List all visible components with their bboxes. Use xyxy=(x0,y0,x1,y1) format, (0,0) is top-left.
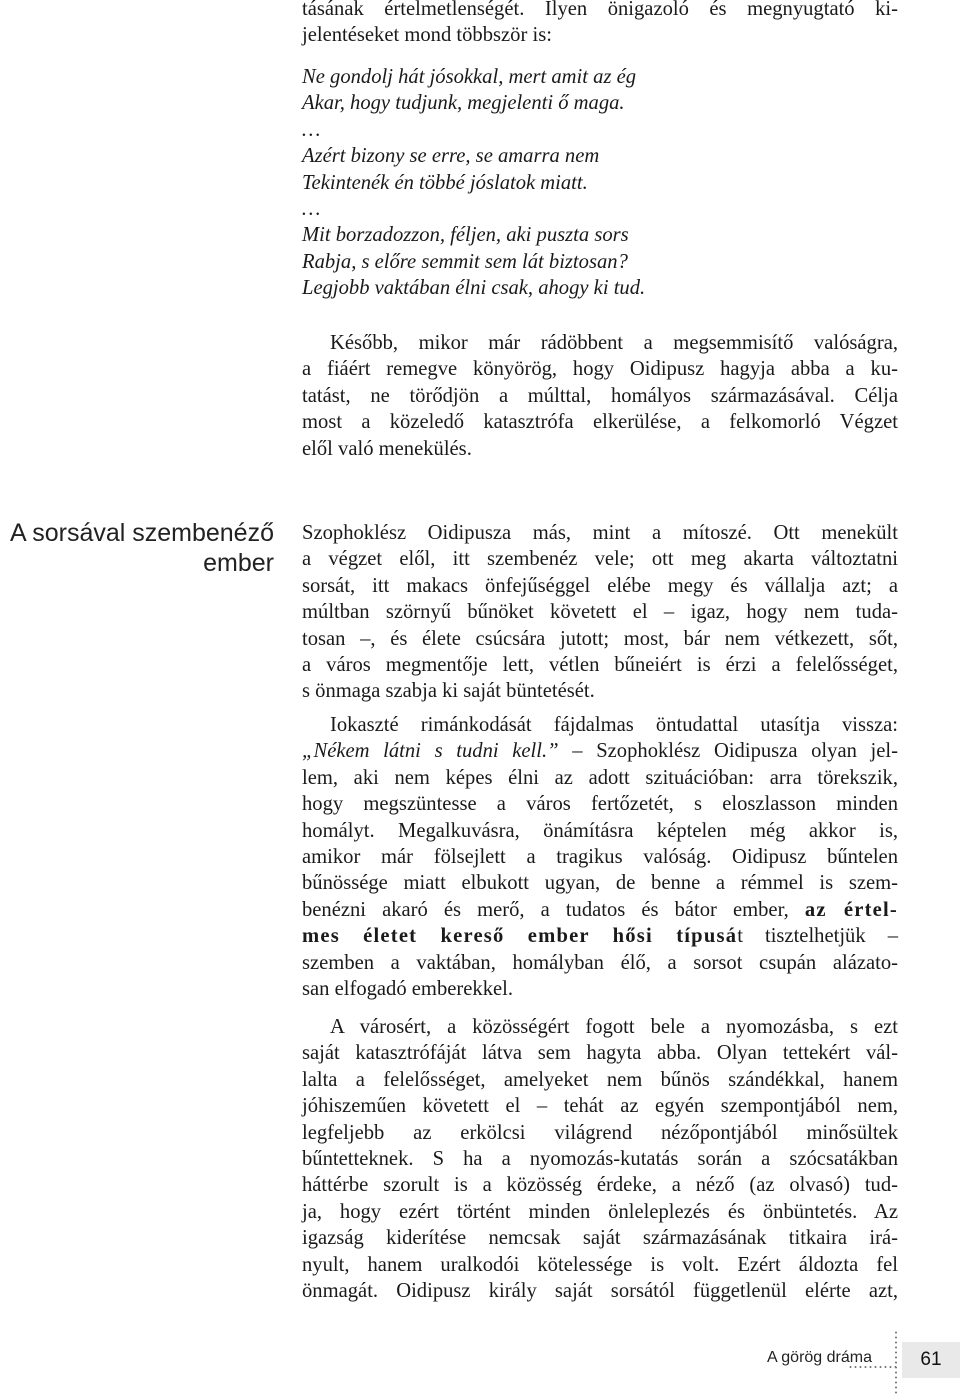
verse-line: Mit borzadozzon, féljen, aki puszta sors xyxy=(302,224,629,247)
text-line: tosan –, és élete csúcsára jutott; most, bár nem vétkezett, sőt, xyxy=(302,627,898,650)
text-fragment: t tisztelhetjük – xyxy=(737,925,898,948)
text-line: san elfogadó emberekkel. xyxy=(302,978,513,1001)
text-line: tásának értelmetlenségét. Ilyen önigazoló és megnyugtató ki- xyxy=(302,0,898,20)
page-number: 61 xyxy=(902,1342,960,1378)
text-line: ja, hogy ezért történt minden önleleplezés és önbüntetés. Az xyxy=(302,1200,898,1223)
text-line: nyult, hanem uralkodói kötelessége is volt. Ezért áldozta fel xyxy=(302,1253,898,1276)
quote-text: „Nékem látni s tudni kell.” xyxy=(302,740,559,763)
text-line: Iokaszté rimánkodását fájdalmas öntudattal utasítja vissza: xyxy=(330,714,898,736)
text-line: önmagát. Oidipusz király saját sorsától függetlenül elérte azt, xyxy=(302,1280,898,1303)
text-line xyxy=(302,923,898,949)
text-line: A városért, a közösségért fogott bele a nyomozásba, s ezt xyxy=(330,1016,898,1038)
verse-line: Tekintenék én többé jóslatok miatt. xyxy=(302,171,588,194)
verse-line: … xyxy=(302,118,321,141)
text-line: most a közeledő katasztrófa elkerülése, a felkomorló Végzet xyxy=(302,411,898,434)
margin-heading xyxy=(0,518,274,578)
text-line: háttérbe szorult is a közösség érdeke, a néző (az olvasó) tud- xyxy=(302,1174,898,1197)
text-line: sorsát, itt makacs önfejűséggel elébe megy és vállalja azt; a xyxy=(302,574,898,597)
paragraph-varosert xyxy=(302,1014,898,1304)
text-line xyxy=(302,738,898,764)
text-line: elől való menekülés. xyxy=(302,437,472,460)
paragraph-iokaszte xyxy=(302,712,898,1002)
text-line: Később, mikor már rádöbbent a megsemmisítő valóságra, xyxy=(330,332,898,354)
verse-line: Ne gondolj hát jósokkal, mert amit az ég xyxy=(302,66,637,88)
text-line: a végzet elől, itt szembenéz vele; ott meg akarta változtatni xyxy=(302,548,898,571)
running-footer-section: A görög dráma xyxy=(767,1349,872,1366)
verse-line: … xyxy=(302,198,321,221)
text-fragment: benézni akaró és merő, a tudatos és bátor ember, xyxy=(302,898,805,921)
text-line: jelentéseket mond többször is: xyxy=(302,24,552,47)
text-line xyxy=(302,897,898,923)
text-line: saját katasztrófáját látva sem hagyta abba. Olyan tettekért vál- xyxy=(302,1042,898,1065)
text-line: tatást, ne törődjön a múlttal, homályos származásával. Célja xyxy=(302,384,898,407)
text-line: s önmaga szabja ki saját büntetését. xyxy=(302,680,595,703)
text-line: a fiáért remegve könyörög, hogy Oidipusz hagyja abba a ku- xyxy=(302,358,898,381)
text-line: igazság kiderítése nemcsak saját származásának titkaira irá- xyxy=(302,1227,898,1250)
text-line: homályt. Megalkuvásra, önámításra képtelen még akkor is, xyxy=(302,819,898,842)
text-line: lalta a felelősséget, amelyeket nem bűnös szándékkal, hanem xyxy=(302,1068,898,1091)
verse-line: Azért bizony se erre, se amarra nem xyxy=(302,145,600,168)
verse-line: Rabja, s előre semmit sem lát biztosan? xyxy=(302,250,628,273)
text-line: Szophoklész Oidipusza más, mint a mítoszé. Ott menekült xyxy=(302,522,898,544)
text-line: szemben a vaktában, homályban élő, a sorsot csupán alázato- xyxy=(302,951,898,974)
margin-heading-line: A sorsával szembenéző xyxy=(9,519,274,547)
footer-dotted-rule-vertical xyxy=(895,1330,897,1394)
intro-paragraph xyxy=(302,0,898,49)
bold-emphasis: az értel- xyxy=(804,898,898,921)
text-line: múltban szörnyű bűnöket követett el – igaz, hogy nem tuda- xyxy=(302,601,898,624)
verse-quotation xyxy=(302,64,862,302)
text-line: a város megmentője lett, vétlen bűneiért is érzi a felelősséget, xyxy=(302,654,898,677)
text-line: amikor már fölsejlett a tragikus valóság. Oidipusz bűntelen xyxy=(302,846,898,869)
paragraph-szophoklesz xyxy=(302,520,898,705)
text-line: legfeljebb az erkölcsi világrend nézőpontjából minősültek xyxy=(302,1121,898,1144)
text-line: lem, aki nem képes élni az adott szituációban: arra törekszik, xyxy=(302,766,898,789)
text-line: jóhiszeműen követett el – tehát az egyén szempontjából nem, xyxy=(302,1095,898,1118)
verse-line: Akar, hogy tudjunk, megjelenti ő maga. xyxy=(302,92,625,115)
text-fragment: – Szophoklész Oidipusza olyan jel- xyxy=(558,740,898,763)
bold-emphasis: mes életet kereső ember hősi típusá xyxy=(302,925,738,948)
text-line: bűntetteknek. S ha a nyomozás-kutatás során a szócsatákban xyxy=(302,1148,898,1171)
paragraph-kesobb xyxy=(302,330,898,462)
margin-heading-line: ember xyxy=(203,549,274,577)
verse-line: Legjobb vaktában élni csak, ahogy ki tud. xyxy=(302,277,646,300)
text-line: bűnössége miatt elbukott ugyan, de benne a rémmel is szem- xyxy=(302,872,898,895)
text-line: hogy megszüntesse a város fertőzetét, s eloszlasson minden xyxy=(302,793,898,816)
